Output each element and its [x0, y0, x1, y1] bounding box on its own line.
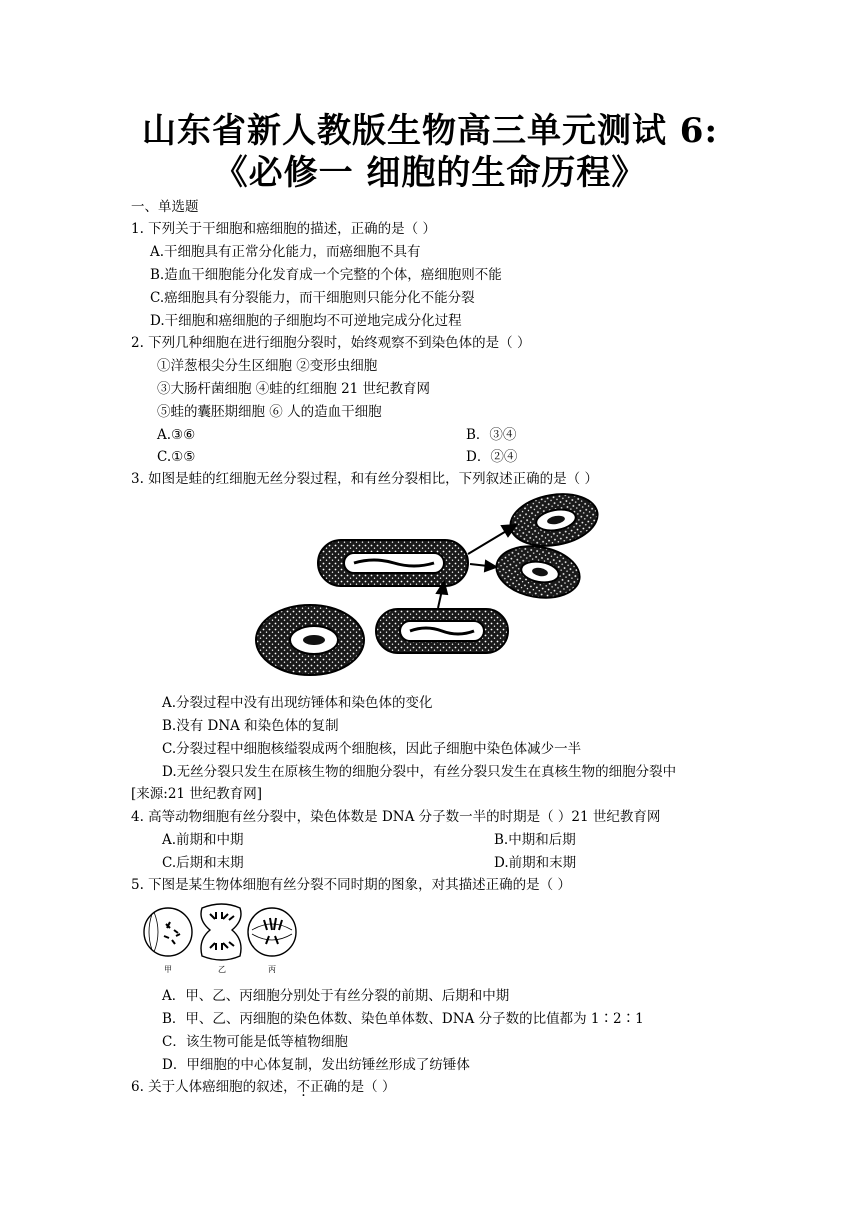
q6-stem-post: 正确的是（ ）	[310, 1079, 396, 1095]
q3-option-d: D.无丝分裂只发生在原核生物的细胞分裂中，有丝分裂只发生在真核生物的细胞分裂中	[162, 764, 677, 780]
q5-option-d: D．甲细胞的中心体复制，发出纺锤丝形成了纺锤体	[162, 1057, 470, 1073]
section-heading: 一、单选题	[131, 199, 199, 215]
q3-option-b: B.没有 DNA 和染色体的复制	[162, 718, 339, 734]
q1-option-d: D.干细胞和癌细胞的子细胞均不可逆地完成分化过程	[150, 313, 462, 329]
cell-yi	[201, 904, 241, 960]
page-subtitle: 《必修一 细胞的生命历程》	[213, 153, 647, 193]
q5-option-a: A．甲、乙、丙细胞分别处于有丝分裂的前期、后期和中期	[162, 988, 510, 1004]
q2-item-row-3: ⑤蛙的囊胚期细胞 ⑥ 人的造血干细胞	[157, 404, 382, 420]
q2-item-row-2: ③大肠杆菌细胞 ④蛙的红细胞 21 世纪教育网	[157, 381, 431, 397]
q5-stem: 5. 下图是某生物体细胞有丝分裂不同时期的图象，对其描述正确的是（ ）	[131, 877, 571, 893]
page-title: 山东省新人教版生物高三单元测试 6:	[141, 111, 719, 151]
q2-option-b: B．③④	[466, 427, 517, 443]
cell-stage-1	[256, 605, 364, 675]
q1-option-a: A.干细胞具有正常分化能力，而癌细胞不具有	[150, 244, 421, 260]
q5-option-c: C．该生物可能是低等植物细胞	[162, 1034, 348, 1050]
q5-option-b: B．甲、乙、丙细胞的染色体数、染色单体数、DNA 分子数的比值都为 1∶2∶1	[162, 1011, 644, 1027]
cell-stage-3	[318, 540, 468, 586]
mitosis-stages-figure	[140, 900, 300, 976]
q4-option-d: D.前期和末期	[494, 855, 577, 871]
q6-stem-emphasis: 不	[296, 1079, 311, 1095]
q1-option-b: B.造血干细胞能分化发育成一个完整的个体，癌细胞则不能	[150, 267, 502, 283]
fig-label-bing: 丙	[268, 965, 276, 974]
cell-jia	[144, 908, 192, 956]
daughter-cell-upper	[506, 490, 601, 552]
fig-label-jia: 甲	[164, 965, 172, 974]
frog-red-cell-amitosis-figure	[250, 490, 630, 690]
cell-bing	[248, 908, 296, 956]
q6-stem	[131, 1078, 395, 1096]
cell-stage-2	[376, 609, 508, 653]
fig-label-yi: 乙	[218, 965, 226, 974]
q1-option-c: C.癌细胞具有分裂能力，而干细胞则只能分化不能分裂	[150, 290, 475, 306]
q3-option-a: A.分裂过程中没有出现纺锤体和染色体的变化	[162, 695, 433, 711]
q2-option-a: A.③⑥	[157, 427, 196, 443]
q3-source: [来源:21 世纪教育网]	[131, 786, 263, 802]
q4-option-a: A.前期和中期	[162, 832, 244, 848]
q3-option-c: C.分裂过程中细胞核缢裂成两个细胞核，因此子细胞中染色体减少一半	[162, 741, 582, 757]
q2-item-row-1: ①洋葱根尖分生区细胞 ②变形虫细胞	[157, 358, 378, 374]
q4-stem: 4. 高等动物细胞有丝分裂中，染色体数是 DNA 分子数一半的时期是（ ）21 世纪教育网	[131, 809, 661, 825]
q2-option-d: D．②④	[466, 449, 518, 465]
q6-stem-pre: 6. 关于人体癌细胞的叙述，	[131, 1079, 297, 1095]
q2-option-c: C.①⑤	[157, 449, 196, 465]
q4-option-b: B.中期和后期	[494, 832, 576, 848]
daughter-cell-lower	[492, 540, 583, 604]
q2-stem: 2. 下列几种细胞在进行细胞分裂时，始终观察不到染色体的是（ ）	[131, 335, 531, 351]
q1-stem: 1. 下列关于干细胞和癌细胞的描述，正确的是（ ）	[131, 221, 436, 237]
q3-stem: 3. 如图是蛙的红细胞无丝分裂过程，和有丝分裂相比，下列叙述正确的是（ ）	[131, 471, 598, 487]
q4-option-c: C.后期和末期	[162, 855, 244, 871]
